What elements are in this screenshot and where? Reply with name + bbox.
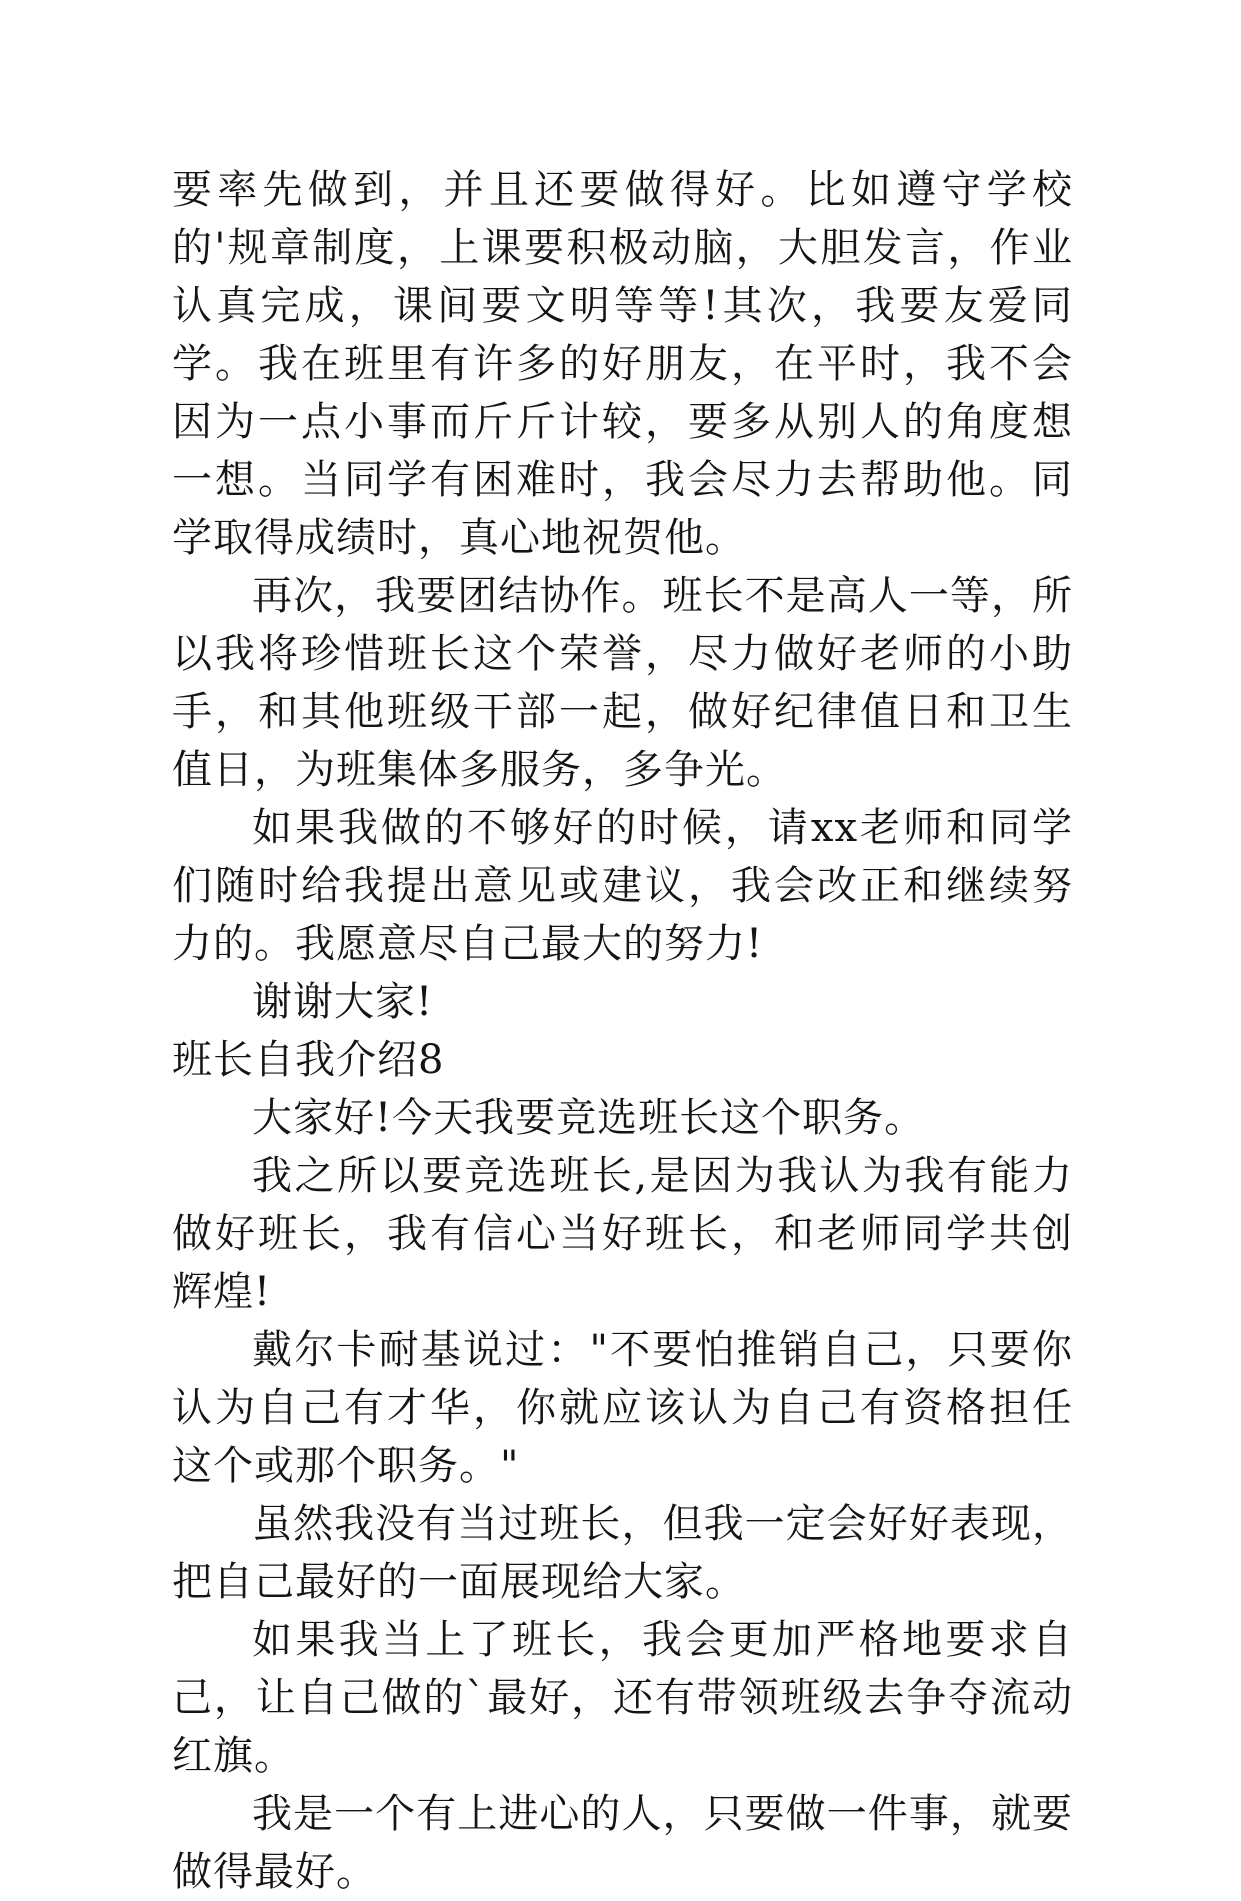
paragraph-strict-self: 如果我当上了班长，我会更加严格地要求自己，让自己做的`最好，还有带领班级去争夺流动红旗。 [172,1617,1073,1779]
paragraph-teamwork: 再次，我要团结协作。班长不是高人一等，所以我将珍惜班长这个荣誉，尽力做好老师的小助手，和其他班级干部一起，做好纪律值日和卫生值日，为班集体多服务，多争光。 [172,573,1073,793]
paragraph-ambition: 我是一个有上进心的人，只要做一件事，就要做得最好。 [172,1791,1073,1895]
section-heading-intro-8: 班长自我介绍8 [172,1037,445,1083]
paragraph-reason: 我之所以要竞选班长,是因为我认为我有能力做好班长，我有信心当好班长，和老师同学共创辉煌! [172,1153,1073,1315]
paragraph-thanks: 谢谢大家! [252,979,434,1025]
paragraph-carnegie-quote: 戴尔卡耐基说过："不要怕推销自己，只要你认为自己有才华，你就应该认为自己有资格担任这个或那个职务。" [172,1327,1073,1489]
paragraph-feedback-request: 如果我做的不够好的时候，请xx老师和同学们随时给我提出意见或建议，我会改正和继续努力的。我愿意尽自己最大的努力! [172,805,1073,967]
document-page [172,161,1073,1901]
paragraph-no-experience: 虽然我没有当过班长，但我一定会好好表现，把自己最好的一面展现给大家。 [172,1501,1073,1605]
paragraph-greeting: 大家好!今天我要竞选班长这个职务。 [252,1095,926,1141]
paragraph-continuation: 要率先做到，并且还要做得好。比如遵守学校的'规章制度，上课要积极动脑，大胆发言，作业认真完成，课间要文明等等!其次，我要友爱同学。我在班里有许多的好朋友，在平时，我不会因为一点小事而斤斤计较，要多从别人的角度想一想。当同学有困难时，我会尽力去帮助他。同学取得成绩时，真心地祝贺他。 [172,167,1073,561]
